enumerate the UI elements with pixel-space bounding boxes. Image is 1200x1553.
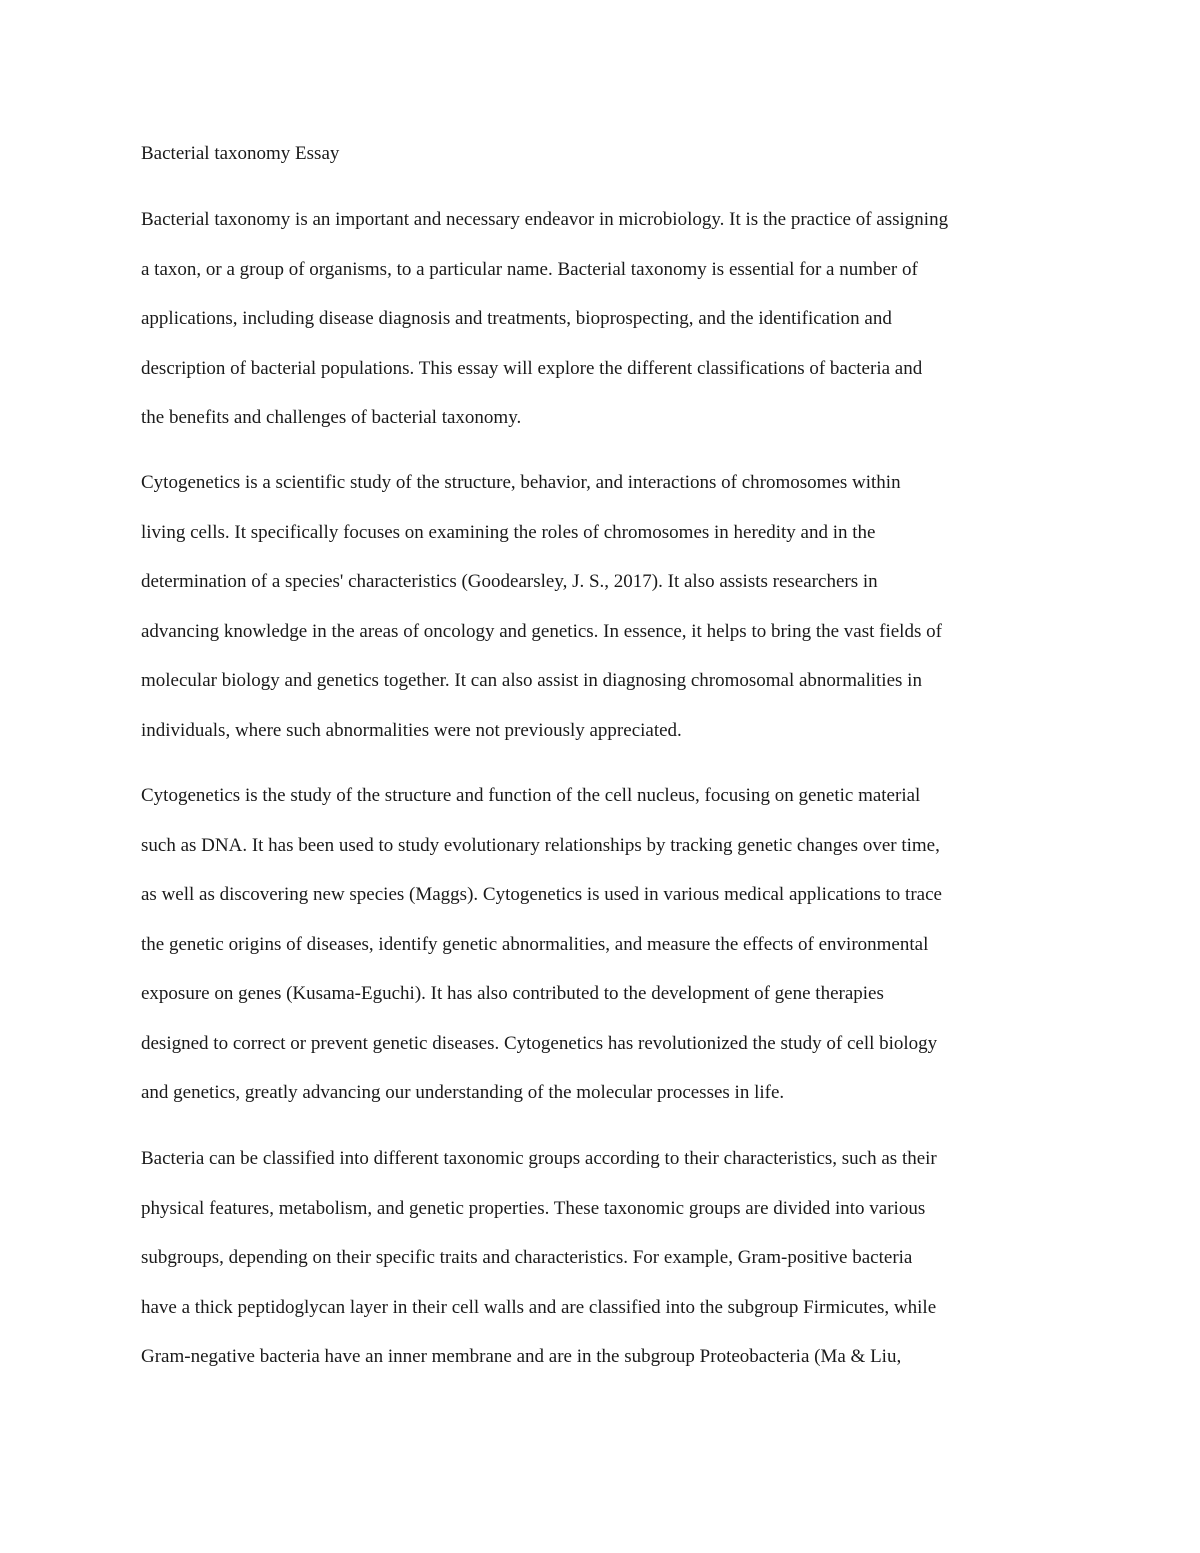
text-line: exposure on genes (Kusama-Eguchi). It has also contributed to the development of gene therapies — [141, 983, 884, 1004]
text-line: Gram-negative bacteria have an inner membrane and are in the subgroup Proteobacteria (Ma & Liu, — [141, 1346, 902, 1367]
text-line: the genetic origins of diseases, identify genetic abnormalities, and measure the effects of environmental — [141, 933, 929, 955]
text-line: Cytogenetics is a scientific study of the structure, behavior, and interactions of chromosomes within — [141, 472, 901, 493]
text-line: have a thick peptidoglycan layer in their cell walls and are classified into the subgroup Firmicutes, while — [141, 1296, 937, 1318]
document-title: Bacterial taxonomy Essay — [141, 143, 340, 164]
text-line: designed to correct or prevent genetic diseases. Cytogenetics has revolutionized the study of cell biology — [141, 1032, 938, 1054]
text-line: applications, including disease diagnosis and treatments, bioprospecting, and the identification and — [141, 308, 892, 329]
text-line: Bacterial taxonomy is an important and necessary endeavor in microbiology. It is the practice of assigning — [141, 209, 949, 230]
text-line: a taxon, or a group of organisms, to a particular name. Bacterial taxonomy is essential for a number of — [141, 258, 918, 280]
text-line: as well as discovering new species (Maggs). Cytogenetics is used in various medical applications to trace — [141, 884, 942, 905]
paragraph-cytogenetics-applications — [141, 783, 1071, 1130]
paragraph-cytogenetics-definition — [141, 470, 1071, 767]
text-line: Cytogenetics is the study of the structure and function of the cell nucleus, focusing on genetic material — [141, 785, 921, 806]
text-line: molecular biology and genetics together. It can also assist in diagnosing chromosomal abnormalities in — [141, 670, 922, 691]
text-line: description of bacterial populations. This essay will explore the different classifications of bacteria and — [141, 357, 923, 379]
text-line: subgroups, depending on their specific traits and characteristics. For example, Gram-positive bacteria — [141, 1247, 913, 1268]
text-line: the benefits and challenges of bacterial taxonomy. — [141, 407, 522, 428]
paragraph-bacterial-taxonomy-intro — [141, 207, 1071, 455]
text-line: Bacteria can be classified into different taxonomic groups according to their characteristics, such as their — [141, 1148, 937, 1169]
paragraph-bacteria-classification — [141, 1146, 1071, 1394]
text-line: physical features, metabolism, and genetic properties. These taxonomic groups are divided into various — [141, 1197, 926, 1219]
text-line: determination of a species' characteristics (Goodearsley, J. S., 2017). It also assists researchers in — [141, 571, 878, 592]
text-line: such as DNA. It has been used to study evolutionary relationships by tracking genetic changes over time, — [141, 834, 940, 856]
text-line: advancing knowledge in the areas of oncology and genetics. In essence, it helps to bring the vast fields of — [141, 620, 942, 642]
text-line: and genetics, greatly advancing our understanding of the molecular processes in life. — [141, 1082, 785, 1103]
text-line: individuals, where such abnormalities were not previously appreciated. — [141, 719, 682, 741]
text-line: living cells. It specifically focuses on examining the roles of chromosomes in heredity and in the — [141, 521, 876, 543]
